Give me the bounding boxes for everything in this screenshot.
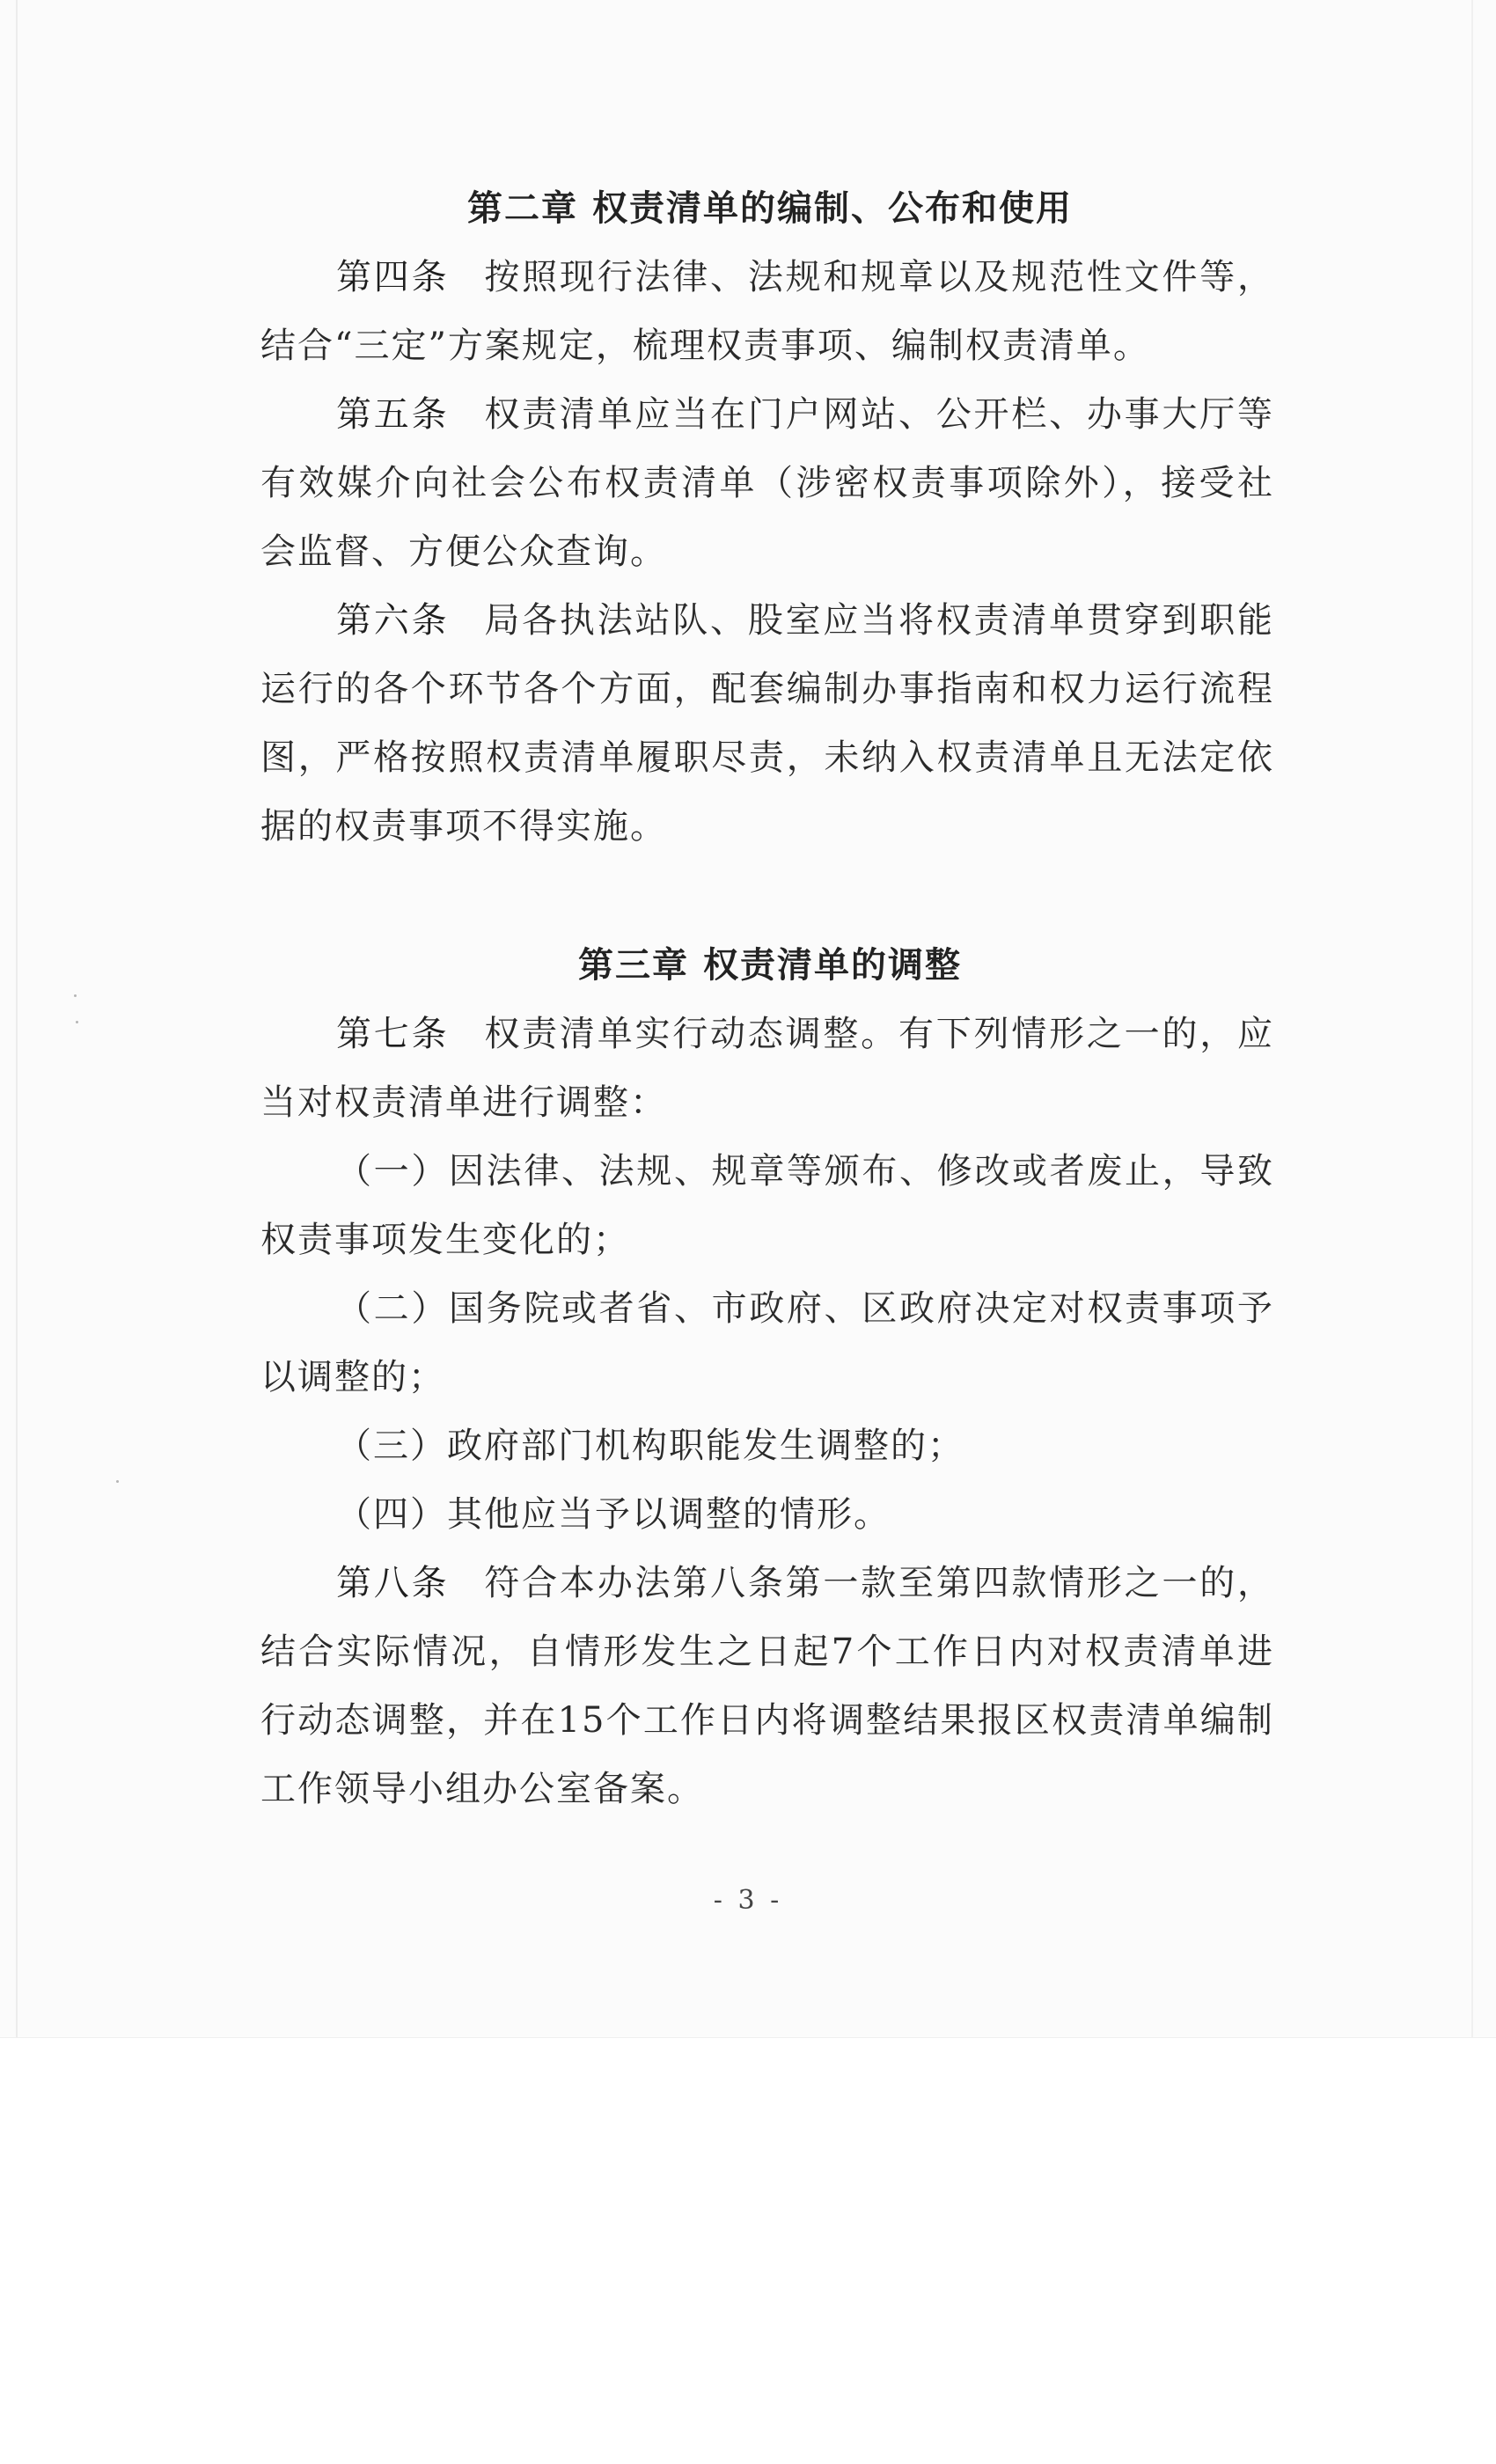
chapter-spacer — [260, 861, 1274, 931]
scan-left-edge — [16, 0, 18, 2037]
scan-speck — [74, 994, 77, 997]
article-7-item-1: （一）因法律、法规、规章等颁布、修改或者废止，导致权责事项发生变化的； — [260, 1151, 1274, 1260]
article-6-text: 局各执法站队、股室应当将权责清单贯穿到职能运行的各个环节各个方面，配套编制办事指南和权力运行流程图，严格按照权责清单履职尽责，未纳入权责清单且无法定依据的权责事项不得实施。 — [260, 600, 1275, 847]
article-7 — [260, 1000, 1274, 1137]
article-7-item-2: （二）国务院或者省、市政府、区政府决定对权责事项予以调整的； — [260, 1288, 1274, 1397]
chapter-3-title: 第三章 权责清单的调整 — [578, 945, 962, 986]
article-5-text: 权责清单应当在门户网站、公开栏、办事大厅等有效媒介向社会公布权责清单（涉密权责事项除外），接受社会监督、方便公众查询。 — [260, 394, 1275, 572]
article-8-label: 第八条 — [336, 1563, 450, 1603]
article-5 — [260, 380, 1274, 586]
article-8 — [260, 1549, 1274, 1823]
article-6 — [260, 586, 1274, 861]
article-7-item-4: （四）其他应当予以调整的情形。 — [336, 1494, 891, 1535]
article-5-label: 第五条 — [336, 394, 450, 435]
scan-speck — [76, 1021, 78, 1023]
article-7-text: 权责清单实行动态调整。有下列情形之一的，应当对权责清单进行调整： — [260, 1014, 1275, 1123]
document-body — [260, 174, 1274, 1823]
article-4 — [260, 243, 1274, 380]
article-4-text: 按照现行法律、法规和规章以及规范性文件等，结合“三定”方案规定，梳理权责事项、编制权责清单。 — [260, 257, 1275, 366]
chapter-2-title: 第二章 权责清单的编制、公布和使用 — [467, 188, 1073, 229]
scan-right-edge — [1471, 0, 1473, 2037]
article-7-item-3: （三）政府部门机构职能发生调整的； — [336, 1426, 964, 1466]
article-4-label: 第四条 — [336, 257, 450, 297]
article-6-label: 第六条 — [336, 600, 450, 641]
article-7-label: 第七条 — [336, 1014, 450, 1054]
article-8-text: 符合本办法第八条第一款至第四款情形之一的，结合实际情况，自情形发生之日起7个工作日内对权责清单进行动态调整，并在15个工作日内将调整结果报区权责清单编制工作领导小组办公室备案。 — [260, 1563, 1275, 1809]
page-number: - 3 - — [713, 1885, 783, 1916]
scan-speck — [116, 1480, 119, 1483]
